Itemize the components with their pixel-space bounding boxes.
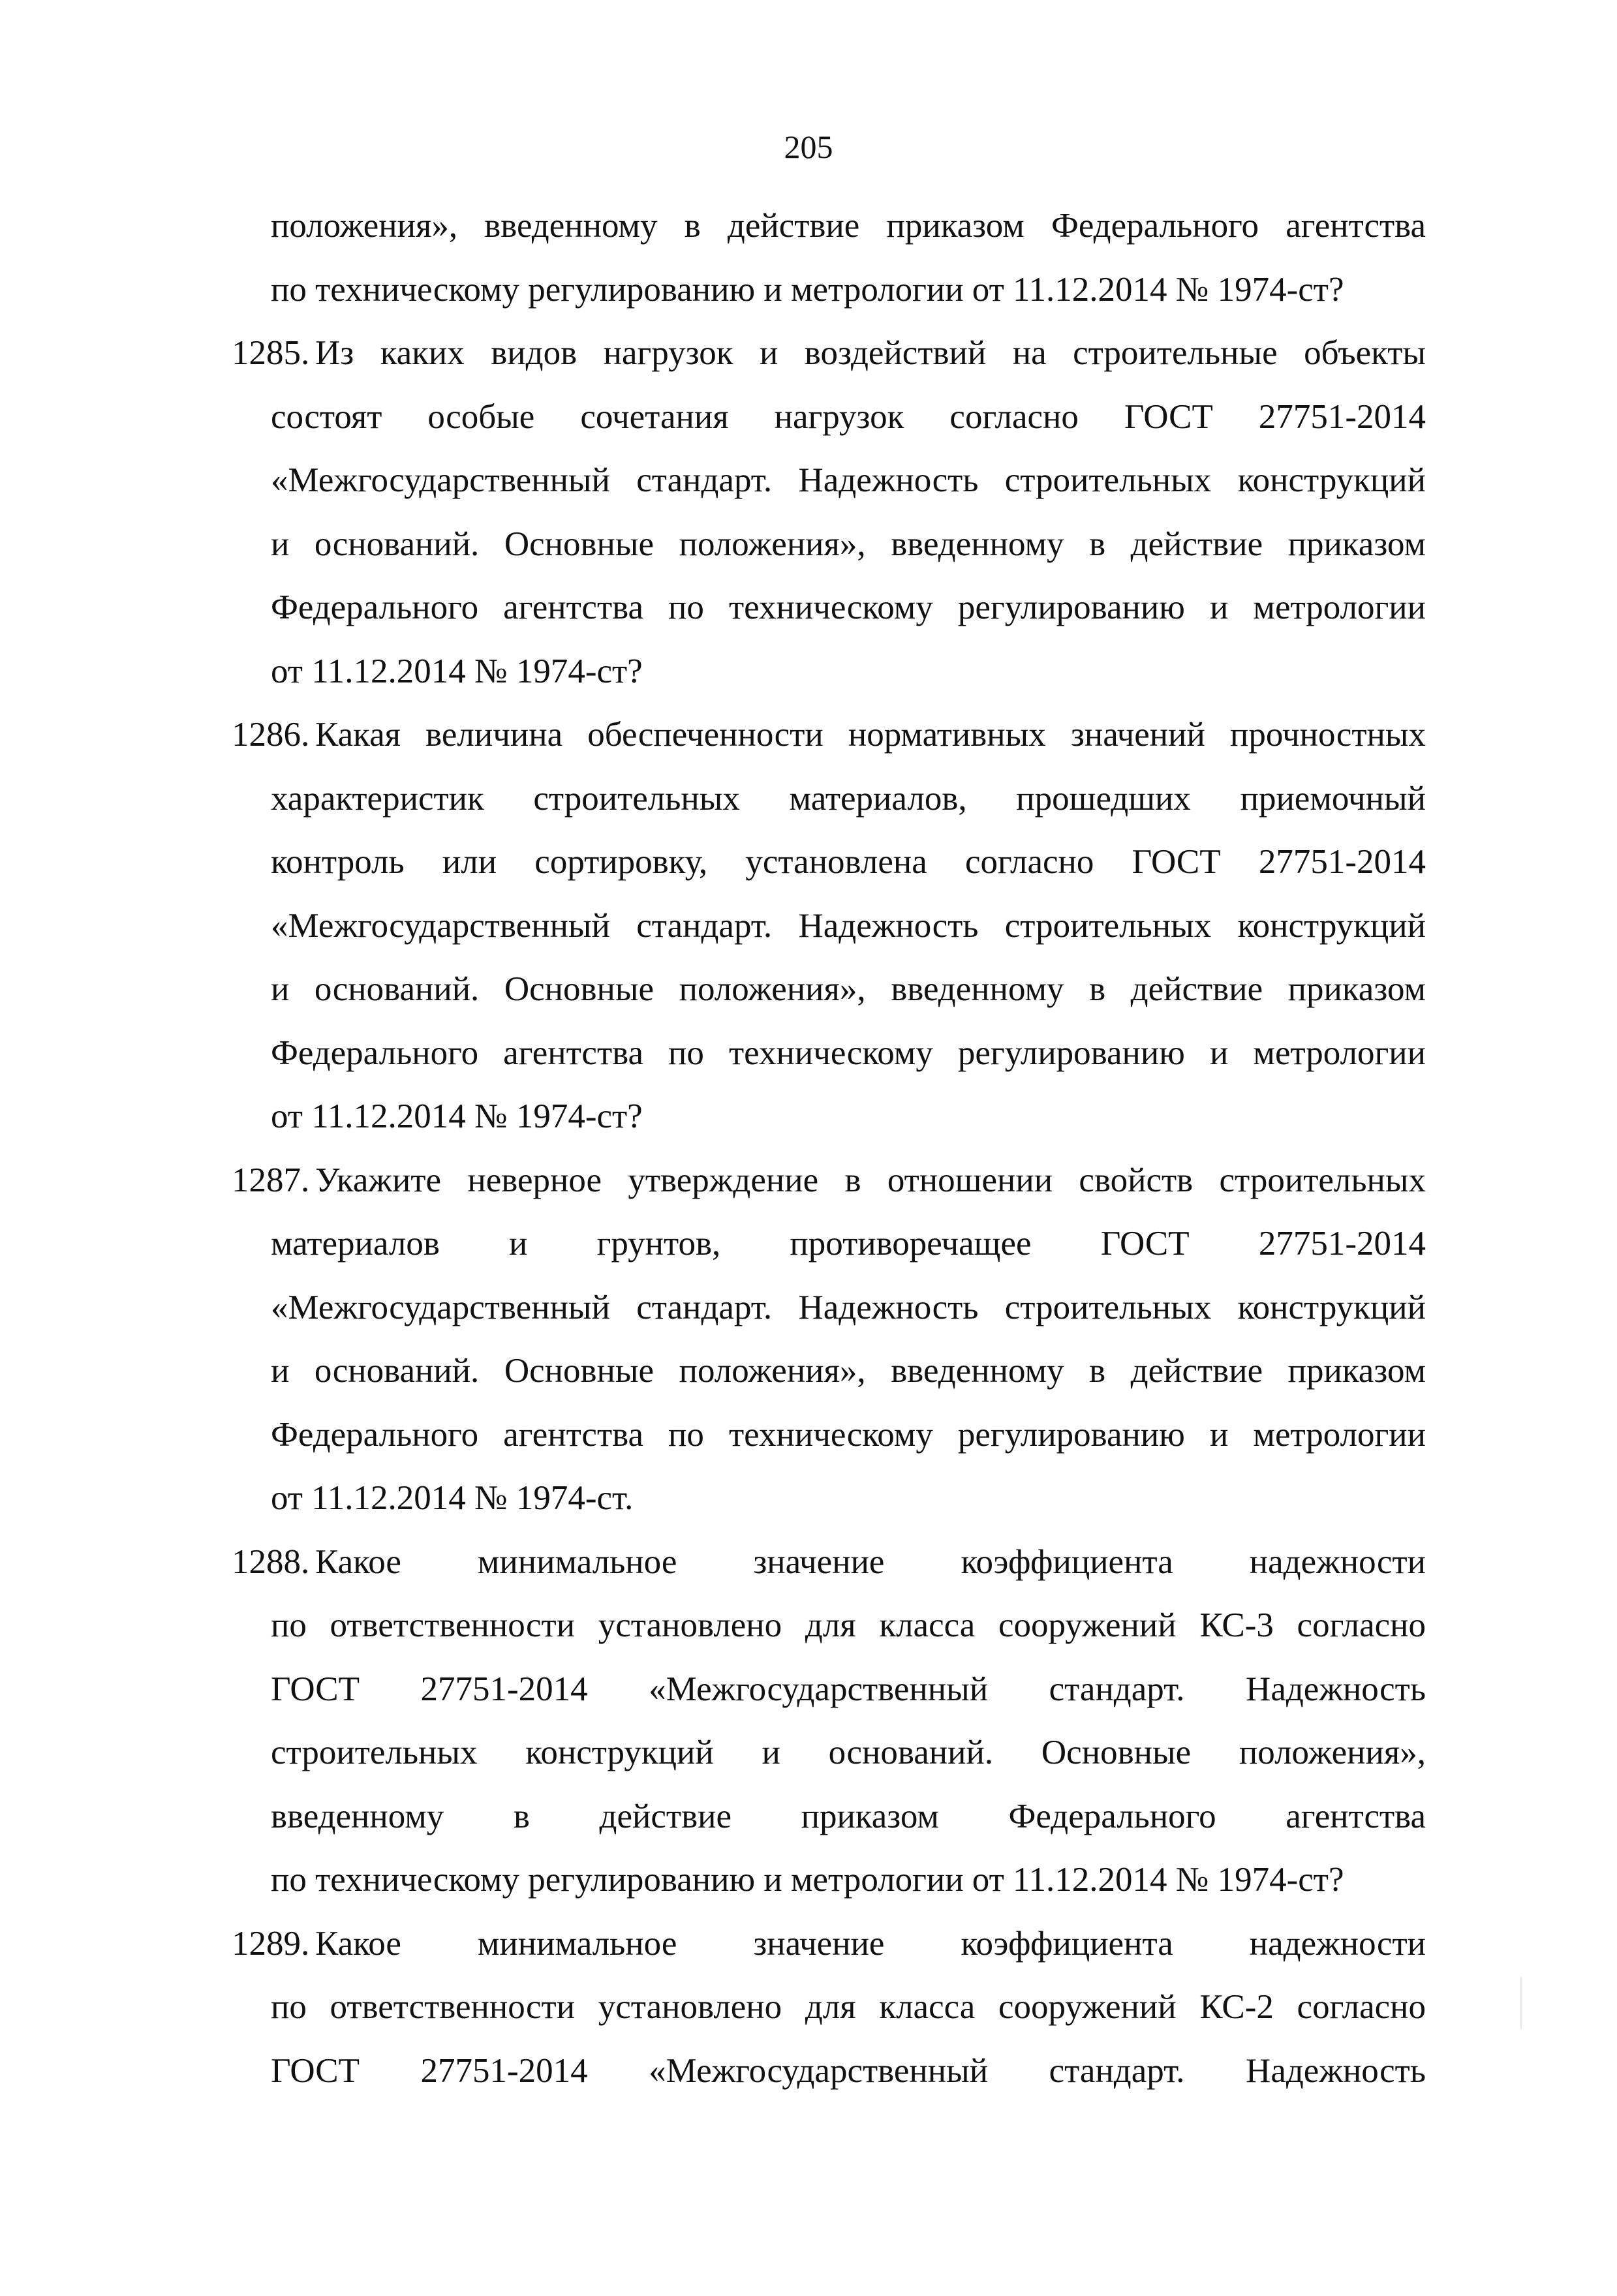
question-1285-line-1 [232, 322, 1426, 386]
page-number: 205 [784, 129, 833, 165]
intro-line-1: положения», введенному в действие приказом Федерального агентства [271, 207, 1426, 245]
question-text: Какое минимальное значение коэффициента надежности [315, 1542, 1426, 1581]
question-1285-line-4: и оснований. Основные положения», введенному в действие приказом [271, 525, 1426, 563]
question-1286-line-6: Федерального агентства по техническому регулированию и метрологии [271, 1033, 1426, 1072]
question-number: 1288. [232, 1542, 310, 1581]
question-1286-line-4: «Межгосударственный стандарт. Надежность строительных конструкций [271, 906, 1426, 945]
question-number: 1285. [232, 334, 310, 372]
question-1289-line-2: по ответственности установлено для класса сооружений КС-2 согласно [271, 1988, 1426, 2026]
intro-line-2: по техническому регулированию и метрологии от 11.12.2014 № 1974-ст? [271, 270, 1344, 309]
question-text: Укажите неверное утверждение в отношении свойств строительных [315, 1161, 1426, 1199]
question-number: 1289. [232, 1924, 310, 1963]
question-1288-line-1 [232, 1531, 1426, 1595]
question-1288-line-2: по ответственности установлено для класса сооружений КС-3 согласно [271, 1606, 1426, 1644]
question-1287-line-6: от 11.12.2014 № 1974-ст. [271, 1479, 634, 1517]
question-1285-line-6: от 11.12.2014 № 1974-ст? [271, 652, 643, 690]
question-1287-line-3: «Межгосударственный стандарт. Надежность строительных конструкций [271, 1288, 1426, 1326]
question-1286-line-5: и оснований. Основные положения», введенному в действие приказом [271, 970, 1426, 1008]
question-text: Из каких видов нагрузок и воздействий на строительные объекты [315, 334, 1426, 372]
question-1286-line-2: характеристик строительных материалов, прошедших приемочный [271, 779, 1426, 818]
question-1288-line-6: по техническому регулированию и метрологии от 11.12.2014 № 1974-ст? [271, 1861, 1344, 1899]
question-1286-line-7: от 11.12.2014 № 1974-ст? [271, 1097, 643, 1135]
question-1287-line-4: и оснований. Основные положения», введенному в действие приказом [271, 1352, 1426, 1390]
question-1288-line-4: строительных конструкций и оснований. Основные положения», [271, 1734, 1426, 1771]
question-1285-line-3: «Межгосударственный стандарт. Надежность строительных конструкций [271, 461, 1426, 499]
question-1287-line-1 [232, 1149, 1426, 1213]
document-body [232, 194, 1426, 2103]
question-text: Какое минимальное значение коэффициента надежности [315, 1924, 1426, 1963]
question-1285-line-2: состоят особые сочетания нагрузок согласно ГОСТ 27751-2014 [271, 397, 1426, 436]
question-1288-line-5: введенному в действие приказом Федерального агентства [271, 1797, 1426, 1835]
question-1286-line-3: контроль или сортировку, установлена согласно ГОСТ 27751-2014 [271, 843, 1426, 881]
question-1289-line-1 [232, 1912, 1426, 1976]
scan-artifact-mark [1520, 1977, 1522, 2029]
question-1287-line-5: Федерального агентства по техническому регулированию и метрологии [271, 1415, 1426, 1454]
question-number: 1287. [232, 1161, 310, 1199]
question-1287-line-2: материалов и грунтов, противоречащее ГОСТ 27751-2014 [271, 1225, 1426, 1263]
question-number: 1286. [232, 716, 310, 754]
question-1288-line-3: ГОСТ 27751-2014 «Межгосударственный стандарт. Надежность [271, 1670, 1426, 1708]
question-1285-line-5: Федерального агентства по техническому регулированию и метрологии [271, 589, 1426, 626]
question-1286-line-1 [232, 703, 1426, 767]
question-1289-line-3: ГОСТ 27751-2014 «Межгосударственный стандарт. Надежность [271, 2051, 1426, 2090]
question-text: Какая величина обеспеченности нормативных значений прочностных [315, 716, 1426, 754]
